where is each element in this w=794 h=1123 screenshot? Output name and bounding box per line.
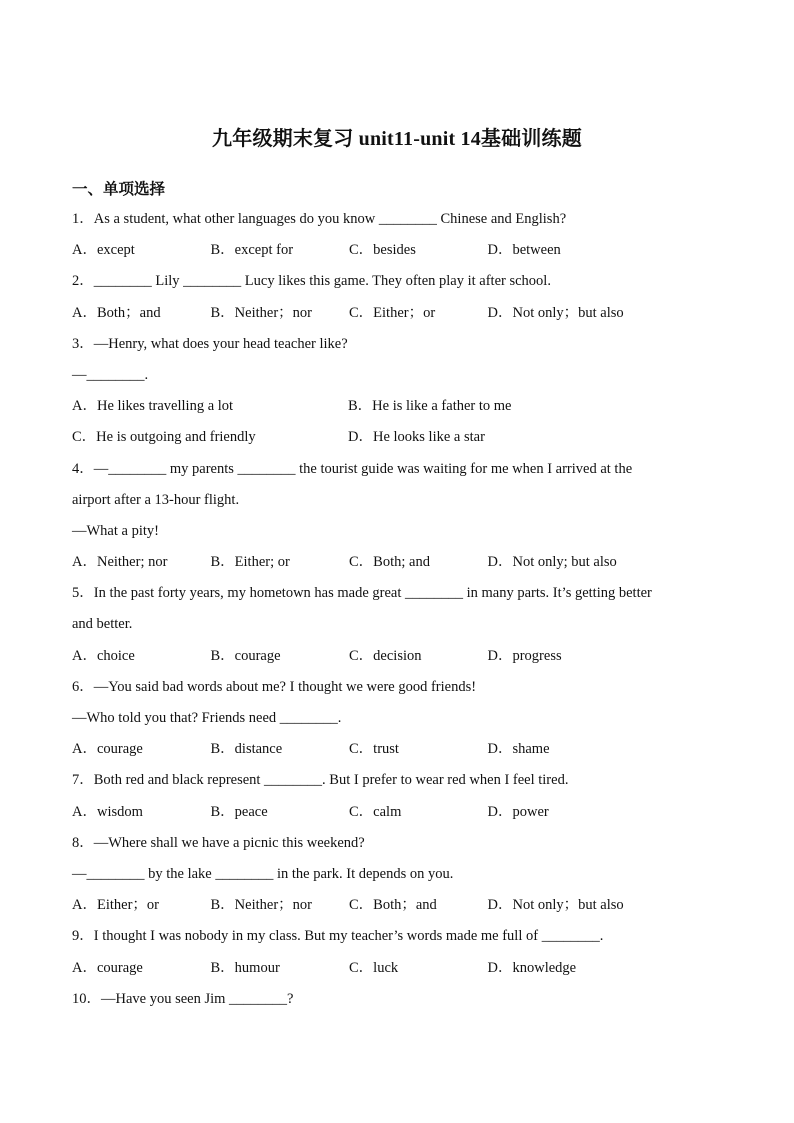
answer-option[interactable]: B．distance bbox=[210, 741, 283, 758]
answer-option[interactable]: B．peace bbox=[210, 803, 268, 820]
page-title: 九年级期末复习 unit11-unit 14基础训练题 bbox=[212, 128, 582, 150]
question-item bbox=[72, 672, 720, 766]
question-stem: 8．—Where shall we have a picnic this weekend? bbox=[72, 834, 365, 851]
answer-option[interactable]: A．Both；and bbox=[72, 304, 161, 321]
answer-option[interactable]: A．He likes travelling a lot bbox=[72, 398, 234, 415]
question-stem: 3．—Henry, what does your head teacher like? bbox=[72, 335, 348, 352]
options-row bbox=[72, 422, 720, 453]
answer-option[interactable]: D．Not only; but also bbox=[487, 554, 617, 571]
question-item bbox=[72, 454, 720, 579]
answer-option[interactable]: B．Neither；nor bbox=[210, 897, 312, 914]
answer-option[interactable]: C．besides bbox=[349, 242, 416, 259]
answer-option[interactable]: A．courage bbox=[72, 741, 143, 758]
answer-option[interactable]: C．Both；and bbox=[349, 897, 437, 914]
answer-option[interactable]: A．wisdom bbox=[72, 803, 143, 820]
answer-option[interactable]: D．Not only；but also bbox=[487, 897, 624, 914]
options-row bbox=[72, 890, 720, 921]
question-line: —What a pity! bbox=[72, 522, 159, 539]
question-line: airport after a 13-hour flight. bbox=[72, 491, 240, 508]
question-line: and better. bbox=[72, 616, 133, 633]
options-row bbox=[72, 235, 720, 266]
answer-option[interactable]: D．shame bbox=[487, 741, 550, 758]
question-stem: 1．As a student, what other languages do you know ________ Chinese and English? bbox=[72, 211, 567, 227]
question-stem: 2．________ Lily ________ Lucy likes this game. They often play it after school. bbox=[72, 273, 551, 290]
answer-option[interactable]: D．power bbox=[487, 803, 549, 820]
options-row bbox=[72, 734, 720, 765]
options-row bbox=[72, 953, 720, 984]
question-stem: 10．—Have you seen Jim ________? bbox=[72, 990, 294, 1007]
answer-option[interactable]: B．He is like a father to me bbox=[348, 398, 512, 415]
answer-option[interactable]: C．luck bbox=[349, 959, 399, 976]
answer-option[interactable]: D．between bbox=[487, 242, 561, 259]
options-row bbox=[72, 298, 720, 329]
answer-option[interactable]: B．humour bbox=[210, 959, 280, 976]
options-row bbox=[72, 547, 720, 578]
answer-option[interactable]: D．progress bbox=[487, 647, 562, 664]
answer-option[interactable]: C．calm bbox=[349, 803, 402, 820]
options-row bbox=[72, 797, 720, 828]
question-item bbox=[72, 329, 720, 454]
question-stem: 7．Both red and black represent ________. But I prefer to wear red when I feel tired. bbox=[72, 772, 569, 789]
answer-option[interactable]: C．Either；or bbox=[349, 304, 436, 321]
question-item bbox=[72, 984, 720, 1015]
question-line: —________ by the lake ________ in the park. It depends on you. bbox=[72, 865, 454, 882]
answer-option[interactable]: A．choice bbox=[72, 647, 135, 664]
question-item bbox=[72, 578, 720, 672]
question-stem: 6．—You said bad words about me? I thought we were good friends! bbox=[72, 678, 477, 695]
answer-option[interactable]: A．courage bbox=[72, 959, 143, 976]
answer-option[interactable]: B．courage bbox=[210, 647, 281, 664]
question-stem: 4．—________ my parents ________ the tourist guide was waiting for me when I arrived at the bbox=[72, 460, 633, 477]
answer-option[interactable]: C．trust bbox=[349, 741, 399, 758]
question-stem: 9．I thought I was nobody in my class. But my teacher’s words made me full of ________. bbox=[72, 928, 604, 945]
question-item bbox=[72, 204, 720, 266]
answer-option[interactable]: B．Neither；nor bbox=[210, 304, 312, 321]
answer-option[interactable]: C．Both; and bbox=[349, 554, 430, 571]
question-line: —________. bbox=[72, 366, 149, 383]
question-stem: 5．In the past forty years, my hometown has made great ________ in many parts. It’s getting better bbox=[72, 585, 652, 602]
answer-option[interactable]: C．decision bbox=[349, 647, 422, 664]
question-item bbox=[72, 828, 720, 922]
answer-option[interactable]: A．Either；or bbox=[72, 897, 159, 914]
question-list bbox=[72, 204, 720, 1015]
answer-option[interactable]: A．except bbox=[72, 242, 135, 259]
answer-option[interactable]: C．He is outgoing and friendly bbox=[72, 429, 256, 446]
answer-option[interactable]: B．except for bbox=[210, 242, 294, 259]
answer-option[interactable]: D．He looks like a star bbox=[348, 429, 485, 446]
options-row bbox=[72, 391, 720, 422]
options-row bbox=[72, 641, 720, 672]
question-item bbox=[72, 266, 720, 328]
question-item bbox=[72, 921, 720, 983]
answer-option[interactable]: B．Either; or bbox=[210, 554, 290, 571]
answer-option[interactable]: D．knowledge bbox=[487, 959, 577, 976]
answer-option[interactable]: D．Not only；but also bbox=[487, 304, 624, 321]
question-item bbox=[72, 765, 720, 827]
answer-option[interactable]: A．Neither; nor bbox=[72, 554, 168, 571]
question-line: —Who told you that? Friends need ________. bbox=[72, 710, 342, 726]
section-heading: 一、单项选择 bbox=[72, 181, 166, 198]
